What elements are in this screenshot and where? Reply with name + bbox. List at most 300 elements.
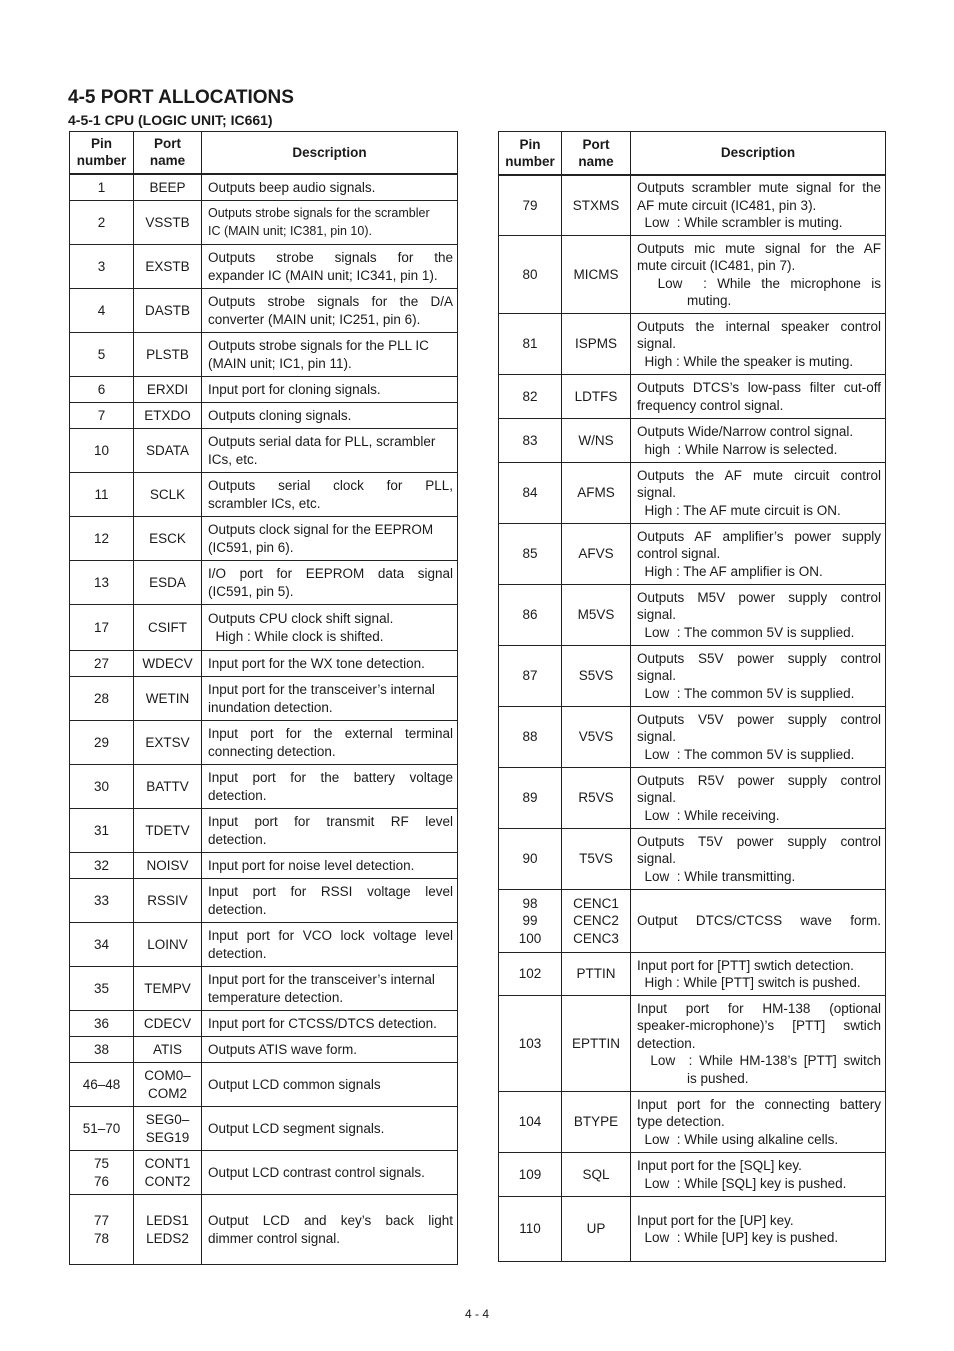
pin-line: 86 bbox=[522, 607, 538, 623]
desc-line: Outputs serial data for PLL, scrambler bbox=[208, 434, 436, 449]
pin-cell bbox=[70, 721, 134, 765]
description-cell bbox=[202, 1195, 458, 1265]
name-line: BEEP bbox=[149, 179, 186, 195]
pin-line: 90 bbox=[522, 851, 538, 867]
desc-line: expander IC (MAIN unit; IC341, pin 1). bbox=[208, 267, 438, 283]
pin-cell bbox=[499, 463, 562, 524]
name-line: LEDS1 bbox=[146, 1213, 189, 1228]
name-line: LOINV bbox=[147, 936, 188, 952]
desc-line: control signal. bbox=[637, 546, 721, 562]
desc-line: AF mute circuit (IC481, pin 3). bbox=[637, 197, 817, 213]
port-name-cell bbox=[562, 419, 631, 463]
desc-line: Outputs S5V power supply control bbox=[637, 650, 881, 666]
table-row bbox=[70, 677, 458, 721]
pin-cell bbox=[499, 524, 562, 585]
desc-line: Outputs clock signal for the EEPROM bbox=[208, 522, 434, 537]
pin-line: 83 bbox=[522, 432, 538, 448]
port-name-cell bbox=[134, 174, 202, 201]
desc-line: Outputs the AF mute circuit control bbox=[637, 467, 881, 483]
table-row bbox=[499, 996, 886, 1092]
pin-line: 79 bbox=[522, 197, 538, 213]
table-row bbox=[70, 765, 458, 809]
description-cell bbox=[202, 923, 458, 967]
port-name-cell bbox=[134, 879, 202, 923]
port-name-cell bbox=[134, 333, 202, 377]
desc-line: muting. bbox=[687, 293, 732, 308]
name-line: ATIS bbox=[152, 1041, 182, 1057]
desc-line: Input port for [PTT] swtich detection. bbox=[637, 957, 854, 973]
name-line: NOISV bbox=[146, 857, 189, 873]
name-line: UP bbox=[586, 1221, 606, 1237]
desc-line: mute circuit (IC481, pin 7). bbox=[637, 258, 796, 273]
pin-line: 3 bbox=[97, 258, 106, 274]
port-table-right bbox=[498, 131, 886, 1262]
desc-line: Input port for the transceiver’s internal bbox=[208, 682, 435, 697]
desc-line: Low : While transmitting. bbox=[637, 868, 796, 884]
pin-line: 82 bbox=[522, 388, 538, 404]
desc-line: (MAIN unit; IC1, pin 11). bbox=[208, 355, 352, 371]
description-cell bbox=[631, 236, 886, 314]
desc-line: Outputs CPU clock shift signal. bbox=[208, 611, 394, 626]
name-line: EPTTIN bbox=[571, 1035, 620, 1051]
port-name-cell bbox=[562, 314, 631, 375]
pin-cell bbox=[499, 646, 562, 707]
port-name-cell bbox=[562, 463, 631, 524]
port-name-cell bbox=[562, 236, 631, 314]
table-row bbox=[499, 1197, 886, 1262]
description-cell bbox=[202, 853, 458, 879]
name-line: BATTV bbox=[146, 778, 189, 794]
desc-line: speaker-microphone)’s [PTT] swtich bbox=[637, 1018, 881, 1034]
desc-line: detection. bbox=[208, 787, 267, 803]
desc-line: Outputs ATIS wave form. bbox=[208, 1041, 358, 1057]
name-line: CENC1 bbox=[573, 895, 619, 911]
pin-cell bbox=[499, 585, 562, 646]
port-name-cell bbox=[134, 605, 202, 651]
pin-line: 7 bbox=[97, 407, 106, 423]
port-name-cell bbox=[134, 809, 202, 853]
pin-line: 75 bbox=[93, 1156, 110, 1171]
desc-line: Input port for the battery voltage bbox=[208, 770, 453, 785]
description-cell bbox=[631, 768, 886, 829]
desc-line: detection. bbox=[208, 945, 267, 961]
description-cell bbox=[631, 585, 886, 646]
pin-line: 46–48 bbox=[82, 1076, 121, 1092]
desc-line: Outputs mic mute signal for the AF bbox=[637, 240, 881, 256]
pin-cell bbox=[70, 1063, 134, 1107]
description-cell bbox=[631, 829, 886, 890]
desc-line: signal. bbox=[637, 607, 677, 623]
pin-line: 5 bbox=[97, 346, 106, 362]
desc-line: signal. bbox=[637, 336, 677, 352]
pin-cell bbox=[70, 1107, 134, 1151]
desc-line: detection. bbox=[208, 901, 267, 917]
table-row bbox=[70, 333, 458, 377]
table-row bbox=[70, 605, 458, 651]
port-name-cell bbox=[134, 651, 202, 677]
description-cell bbox=[202, 809, 458, 853]
desc-line: signal. bbox=[637, 668, 677, 684]
desc-line: signal. bbox=[637, 851, 677, 867]
description-cell bbox=[202, 1037, 458, 1063]
name-line: TDETV bbox=[145, 822, 190, 838]
pin-line: 78 bbox=[93, 1230, 110, 1246]
port-name-cell bbox=[134, 1151, 202, 1195]
port-name-cell bbox=[562, 375, 631, 419]
desc-line: type detection. bbox=[637, 1114, 725, 1130]
desc-line: Low : While receiving. bbox=[637, 807, 780, 823]
desc-line: High : While clock is shifted. bbox=[208, 628, 384, 644]
name-line: CSIFT bbox=[148, 619, 187, 635]
pin-line: 109 bbox=[518, 1166, 542, 1182]
desc-line: Outputs strobe signals for the PLL IC bbox=[208, 338, 429, 353]
pin-line: 100 bbox=[518, 930, 542, 946]
desc-line: Input port for HM-138 (optional bbox=[637, 1000, 881, 1016]
name-line: CONT2 bbox=[144, 1173, 191, 1189]
name-line: AFVS bbox=[578, 546, 614, 562]
pin-line: 104 bbox=[518, 1114, 542, 1130]
table-row bbox=[70, 853, 458, 879]
port-name-cell bbox=[134, 289, 202, 333]
table-row bbox=[70, 879, 458, 923]
pin-cell bbox=[70, 517, 134, 561]
pin-cell bbox=[70, 473, 134, 517]
pin-line: 81 bbox=[522, 336, 538, 352]
desc-line: Outputs AF amplifier’s power supply bbox=[637, 528, 881, 544]
table-row bbox=[499, 768, 886, 829]
desc-line: high : While Narrow is selected. bbox=[637, 441, 838, 457]
table-row bbox=[499, 236, 886, 314]
port-name-cell bbox=[134, 429, 202, 473]
pin-cell bbox=[499, 175, 562, 236]
name-line: RSSIV bbox=[147, 892, 188, 908]
port-name-cell bbox=[562, 175, 631, 236]
description-cell bbox=[631, 1092, 886, 1153]
desc-line: signal. bbox=[637, 729, 677, 745]
desc-line: inundation detection. bbox=[208, 699, 333, 715]
name-line: LEDS2 bbox=[146, 1230, 189, 1246]
desc-line: Output DTCS/CTCSS wave form. bbox=[637, 913, 881, 929]
pin-cell bbox=[70, 879, 134, 923]
desc-line: Input port for the transceiver’s internal bbox=[208, 972, 435, 987]
pin-line: 89 bbox=[522, 790, 538, 806]
name-line: SQL bbox=[582, 1166, 610, 1182]
pin-cell bbox=[499, 996, 562, 1092]
port-name-cell bbox=[562, 1153, 631, 1197]
description-cell bbox=[202, 517, 458, 561]
port-name-cell bbox=[562, 996, 631, 1092]
pin-cell bbox=[70, 1011, 134, 1037]
desc-line: temperature detection. bbox=[208, 989, 344, 1005]
description-cell bbox=[202, 651, 458, 677]
port-name-cell bbox=[134, 677, 202, 721]
table-row bbox=[70, 377, 458, 403]
table-row bbox=[70, 201, 458, 245]
name-line: AFMS bbox=[577, 485, 615, 501]
desc-line: I/O port for EEPROM data signal bbox=[208, 566, 453, 581]
description-cell bbox=[202, 289, 458, 333]
pin-line: 103 bbox=[518, 1035, 542, 1051]
port-name-cell bbox=[134, 473, 202, 517]
port-name-cell bbox=[562, 768, 631, 829]
name-line: TEMPV bbox=[144, 980, 191, 996]
name-line: V5VS bbox=[578, 729, 614, 745]
description-cell bbox=[202, 174, 458, 201]
pin-line: 29 bbox=[93, 734, 110, 750]
pin-cell bbox=[70, 1151, 134, 1195]
desc-line: Outputs Wide/Narrow control signal. bbox=[637, 424, 854, 439]
name-line: VSSTB bbox=[145, 214, 190, 230]
name-line: EXSTB bbox=[145, 258, 190, 274]
table-row bbox=[499, 707, 886, 768]
desc-line: Output LCD and key’s back light bbox=[208, 1213, 453, 1228]
name-line: PLSTB bbox=[146, 346, 189, 362]
desc-line: is pushed. bbox=[687, 1070, 749, 1086]
port-table-left bbox=[69, 131, 458, 1265]
pin-line: 27 bbox=[93, 655, 110, 671]
desc-line: Outputs scrambler mute signal for the bbox=[637, 180, 881, 195]
pin-number-header: Pin number bbox=[499, 132, 562, 175]
table-row bbox=[499, 890, 886, 953]
description-cell bbox=[631, 953, 886, 996]
port-name-cell bbox=[562, 953, 631, 996]
description-cell bbox=[202, 333, 458, 377]
port-name-cell bbox=[134, 721, 202, 765]
table-row bbox=[499, 375, 886, 419]
port-name-cell bbox=[562, 1092, 631, 1153]
table-row bbox=[70, 289, 458, 333]
pin-line: 88 bbox=[522, 729, 538, 745]
desc-line: Low : The common 5V is supplied. bbox=[637, 624, 855, 640]
name-line: CDECV bbox=[143, 1015, 192, 1031]
desc-line: Input port for the [SQL] key. bbox=[637, 1158, 802, 1173]
description-cell bbox=[202, 677, 458, 721]
pin-cell bbox=[70, 201, 134, 245]
desc-line: Input port for CTCSS/DTCS detection. bbox=[208, 1015, 437, 1031]
table-row bbox=[70, 1037, 458, 1063]
table-row bbox=[70, 517, 458, 561]
description-cell bbox=[631, 890, 886, 953]
pin-cell bbox=[499, 314, 562, 375]
desc-line: Input port for noise level detection. bbox=[208, 857, 415, 873]
name-line: M5VS bbox=[577, 607, 615, 623]
pin-line: 35 bbox=[93, 980, 110, 996]
name-line: SCLK bbox=[149, 486, 186, 502]
desc-line: signal. bbox=[637, 485, 677, 501]
port-name-cell bbox=[562, 707, 631, 768]
table-row bbox=[70, 429, 458, 473]
description-cell bbox=[202, 1107, 458, 1151]
pin-line: 51–70 bbox=[82, 1120, 121, 1136]
description-cell bbox=[202, 967, 458, 1011]
table-row bbox=[70, 651, 458, 677]
description-cell bbox=[631, 375, 886, 419]
pin-line: 28 bbox=[93, 690, 110, 706]
description-cell bbox=[202, 879, 458, 923]
port-name-cell bbox=[134, 377, 202, 403]
pin-cell bbox=[70, 605, 134, 651]
name-line: ISPMS bbox=[574, 336, 617, 352]
table-row bbox=[70, 967, 458, 1011]
table-row bbox=[499, 1092, 886, 1153]
port-name-cell bbox=[562, 1197, 631, 1262]
pin-cell bbox=[70, 651, 134, 677]
pin-line: 1 bbox=[97, 179, 106, 195]
description-cell bbox=[631, 1153, 886, 1197]
desc-line: Input port for VCO lock voltage level bbox=[208, 928, 453, 943]
pin-cell bbox=[499, 419, 562, 463]
pin-cell bbox=[70, 923, 134, 967]
table-row bbox=[499, 419, 886, 463]
description-cell bbox=[631, 175, 886, 236]
port-name-cell bbox=[134, 853, 202, 879]
pin-line: 87 bbox=[522, 668, 538, 684]
table-row bbox=[499, 463, 886, 524]
port-name-header: Port name bbox=[562, 132, 631, 175]
desc-line: Input port for RSSI voltage level bbox=[208, 884, 453, 899]
desc-line: Low : While using alkaline cells. bbox=[637, 1131, 839, 1147]
table-row bbox=[70, 403, 458, 429]
section-title: 4-5 PORT ALLOCATIONS bbox=[68, 87, 294, 108]
name-line: R5VS bbox=[578, 790, 614, 806]
port-name-cell bbox=[134, 1037, 202, 1063]
name-line: DASTB bbox=[144, 302, 190, 318]
desc-line: Input port for the WX tone detection. bbox=[208, 655, 425, 671]
pin-cell bbox=[499, 375, 562, 419]
desc-line: Output LCD contrast control signals. bbox=[208, 1164, 425, 1180]
name-line: T5VS bbox=[579, 851, 613, 867]
name-line: PTTIN bbox=[576, 966, 616, 982]
pin-line: 77 bbox=[93, 1213, 110, 1228]
port-name-cell bbox=[134, 245, 202, 289]
pin-cell bbox=[70, 967, 134, 1011]
name-line: CONT1 bbox=[144, 1156, 191, 1171]
pin-cell bbox=[499, 890, 562, 953]
desc-line: Low : While HM-138’s [PTT] switch bbox=[637, 1053, 881, 1069]
pin-line: 33 bbox=[93, 892, 110, 908]
pin-cell bbox=[499, 1092, 562, 1153]
desc-line: Outputs M5V power supply control bbox=[637, 589, 881, 605]
pin-cell bbox=[499, 829, 562, 890]
pin-line: 80 bbox=[522, 266, 538, 282]
table-row bbox=[70, 1063, 458, 1107]
port-name-cell bbox=[134, 561, 202, 605]
table-row bbox=[499, 646, 886, 707]
pin-cell bbox=[70, 765, 134, 809]
desc-line: Outputs strobe signals for the scrambler bbox=[208, 206, 430, 220]
desc-line: scrambler ICs, etc. bbox=[208, 495, 321, 511]
pin-line: 4 bbox=[97, 302, 106, 318]
desc-line: detection. bbox=[637, 1035, 696, 1051]
description-cell bbox=[202, 605, 458, 651]
desc-line: (IC591, pin 6). bbox=[208, 539, 294, 555]
desc-line: ICs, etc. bbox=[208, 451, 258, 467]
pin-line: 85 bbox=[522, 546, 538, 562]
port-name-cell bbox=[134, 1195, 202, 1265]
pin-cell bbox=[499, 1153, 562, 1197]
description-cell bbox=[631, 646, 886, 707]
name-line: MICMS bbox=[573, 266, 619, 282]
name-line: ESDA bbox=[149, 574, 186, 590]
pin-line: 102 bbox=[518, 966, 542, 982]
pin-cell bbox=[70, 174, 134, 201]
pin-cell bbox=[70, 403, 134, 429]
desc-line: IC (MAIN unit; IC381, pin 10). bbox=[208, 223, 372, 238]
description-cell bbox=[202, 561, 458, 605]
description-cell bbox=[202, 201, 458, 245]
pin-line: 98 bbox=[522, 895, 538, 911]
name-line: SDATA bbox=[145, 442, 189, 458]
port-name-cell bbox=[134, 403, 202, 429]
pin-line: 11 bbox=[94, 486, 109, 502]
pin-line: 12 bbox=[93, 530, 110, 546]
table-row bbox=[70, 561, 458, 605]
description-cell bbox=[202, 473, 458, 517]
port-name-cell bbox=[134, 765, 202, 809]
desc-line: Outputs serial clock for PLL, bbox=[208, 478, 453, 493]
desc-line: Outputs cloning signals. bbox=[208, 407, 352, 423]
table-row bbox=[499, 1153, 886, 1197]
port-name-cell bbox=[562, 829, 631, 890]
name-line: CENC3 bbox=[573, 930, 619, 946]
name-line: COM0– bbox=[144, 1068, 191, 1083]
table-row bbox=[70, 923, 458, 967]
name-line: STXMS bbox=[572, 197, 620, 213]
pin-line: 34 bbox=[93, 936, 110, 952]
name-line: WDECV bbox=[142, 655, 193, 671]
description-cell bbox=[202, 245, 458, 289]
table-row bbox=[70, 1011, 458, 1037]
desc-line: High : The AF amplifier is ON. bbox=[637, 563, 823, 579]
desc-line: Input port for the connecting battery bbox=[637, 1096, 881, 1112]
pin-cell bbox=[70, 377, 134, 403]
description-cell bbox=[202, 377, 458, 403]
description-cell bbox=[202, 403, 458, 429]
pin-cell bbox=[499, 953, 562, 996]
desc-line: Outputs strobe signals for the D/A bbox=[208, 294, 453, 309]
desc-line: Outputs T5V power supply control bbox=[637, 833, 881, 849]
desc-line: Outputs beep audio signals. bbox=[208, 179, 376, 195]
name-line: CENC2 bbox=[573, 913, 619, 929]
description-cell bbox=[631, 419, 886, 463]
port-name-cell bbox=[134, 967, 202, 1011]
port-name-cell bbox=[562, 585, 631, 646]
desc-line: Output LCD segment signals. bbox=[208, 1120, 385, 1136]
desc-line: Input port for the [UP] key. bbox=[637, 1212, 794, 1228]
port-name-cell bbox=[134, 1063, 202, 1107]
pin-cell bbox=[70, 1195, 134, 1265]
desc-line: Low : While [SQL] key is pushed. bbox=[637, 1175, 847, 1191]
table-row bbox=[70, 721, 458, 765]
port-name-cell bbox=[562, 890, 631, 953]
pin-line: 110 bbox=[519, 1221, 541, 1237]
desc-line: connecting detection. bbox=[208, 743, 336, 759]
description-cell bbox=[631, 707, 886, 768]
desc-line: converter (MAIN unit; IC251, pin 6). bbox=[208, 311, 421, 327]
desc-line: Low : While the microphone is bbox=[637, 275, 881, 291]
desc-line: Outputs strobe signals for the bbox=[208, 250, 453, 265]
table-row bbox=[499, 314, 886, 375]
pin-cell bbox=[499, 707, 562, 768]
desc-line: Low : The common 5V is supplied. bbox=[637, 685, 855, 701]
port-name-cell bbox=[134, 923, 202, 967]
name-line: LDTFS bbox=[574, 388, 618, 404]
description-cell bbox=[631, 996, 886, 1092]
description-cell bbox=[202, 1151, 458, 1195]
pin-line: 2 bbox=[97, 214, 106, 230]
table-row bbox=[70, 1107, 458, 1151]
pin-line: 32 bbox=[93, 857, 110, 873]
